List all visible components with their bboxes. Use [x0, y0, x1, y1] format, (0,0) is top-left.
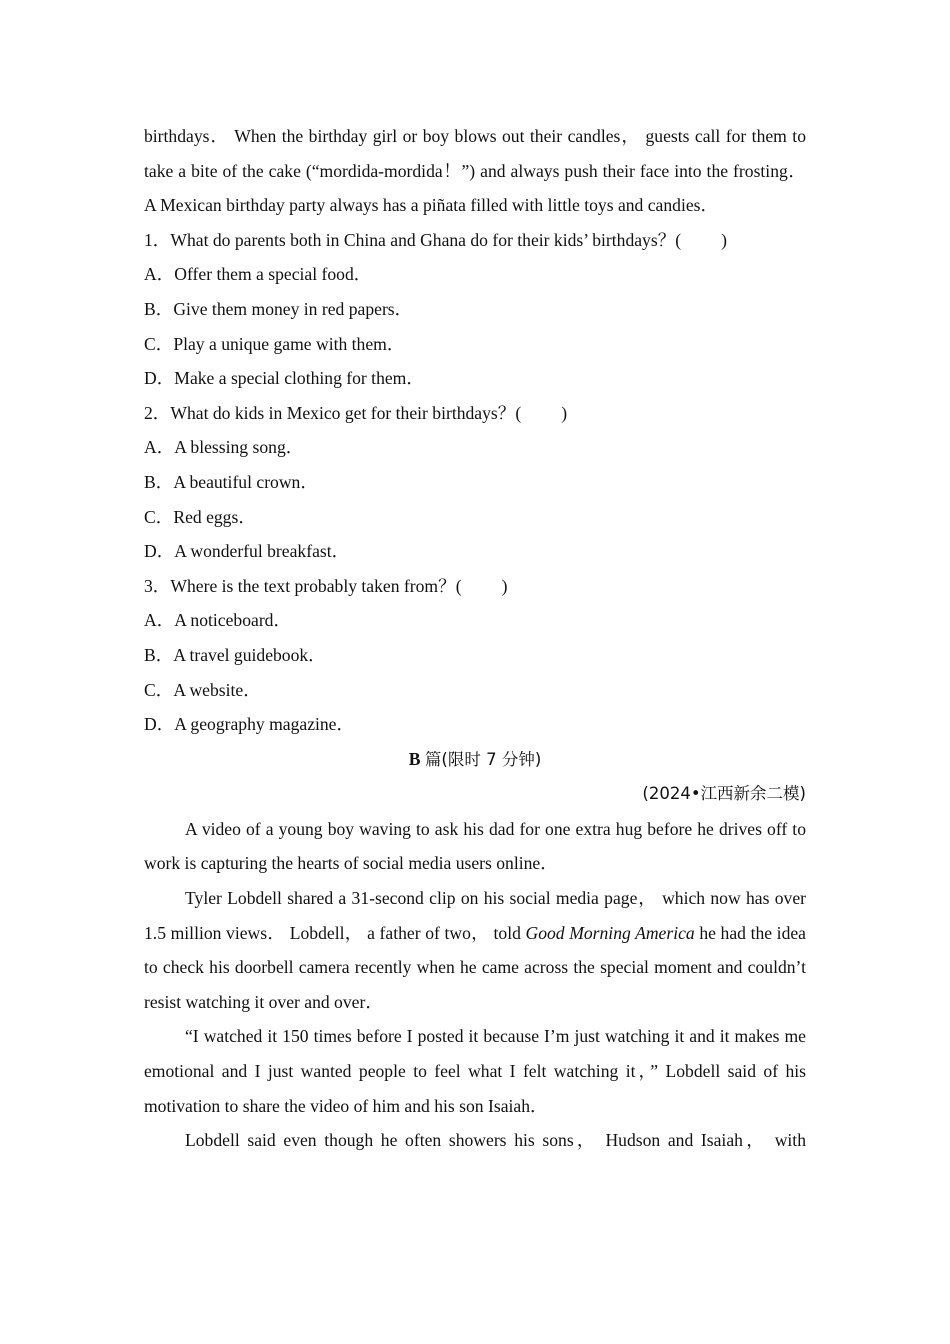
option-b: B．A beautiful crown．: [144, 471, 318, 492]
question-1: [144, 223, 806, 396]
option-c: C．Red eggs．: [144, 506, 256, 527]
option-d: D．Make a special clothing for them．: [144, 368, 424, 389]
option-a: A．Offer them a special food．: [144, 264, 372, 285]
passage-a-continuation: birthdays． When the birthday girl or boy blows out their candles， guests call for them to take a bite of the cake (“mordida-mordida！”) and always push their face into the frosting． A Mexican birthday party always has a piñata filled with little toys and candies．: [144, 126, 806, 216]
option-a: A．A noticeboard．: [144, 610, 292, 631]
option-d: D．A wonderful breakfast．: [144, 541, 350, 562]
option-c: C．A website．: [144, 679, 261, 700]
passage-b-paragraph-3: “I watched it 150 times before I posted it because I’m just watching it and it makes me emotional and I just wanted people to feel what I felt watching it，” Lobdell said of his motivation to share the video of him and his son Isaiah．: [144, 1026, 806, 1116]
question-3: [144, 569, 806, 742]
section-b-source: (2024•江西新余二模): [642, 784, 806, 804]
section-b-heading: B 篇(限时 7 分钟): [408, 748, 542, 769]
document-page: [144, 119, 806, 1158]
option-d: D．A geography magazine．: [144, 714, 355, 735]
option-a: A．A blessing song．: [144, 437, 304, 458]
option-b: B．A travel guidebook．: [144, 644, 326, 665]
question-2: [144, 396, 806, 569]
passage-b-paragraph-4: Lobdell said even though he often showers his sons， Hudson and Isaiah， with: [185, 1130, 806, 1151]
publication-title: Good Morning America: [525, 922, 695, 943]
question-stem: 1．What do parents both in China and Ghana do for their kids’ birthdays？( ): [144, 229, 728, 250]
option-c: C．Play a unique game with them．: [144, 333, 405, 354]
option-b: B．Give them money in red papers．: [144, 298, 413, 319]
passage-b-paragraph-2: Tyler Lobdell shared a 31-second clip on his social media page， which now has over 1.5 million views． Lobdell， a father of two， told Good Morning America he had the idea to check his doorbell camera recently when he came across the special moment and couldn’t resist watching it over and over．: [144, 888, 806, 1012]
question-stem: 2．What do kids in Mexico get for their birthdays？( ): [144, 402, 568, 423]
passage-b-paragraph-1: A video of a young boy waving to ask his dad for one extra hug before he drives off to work is capturing the hearts of social media users online．: [144, 818, 806, 874]
question-stem: 3．Where is the text probably taken from？( ): [144, 575, 508, 596]
